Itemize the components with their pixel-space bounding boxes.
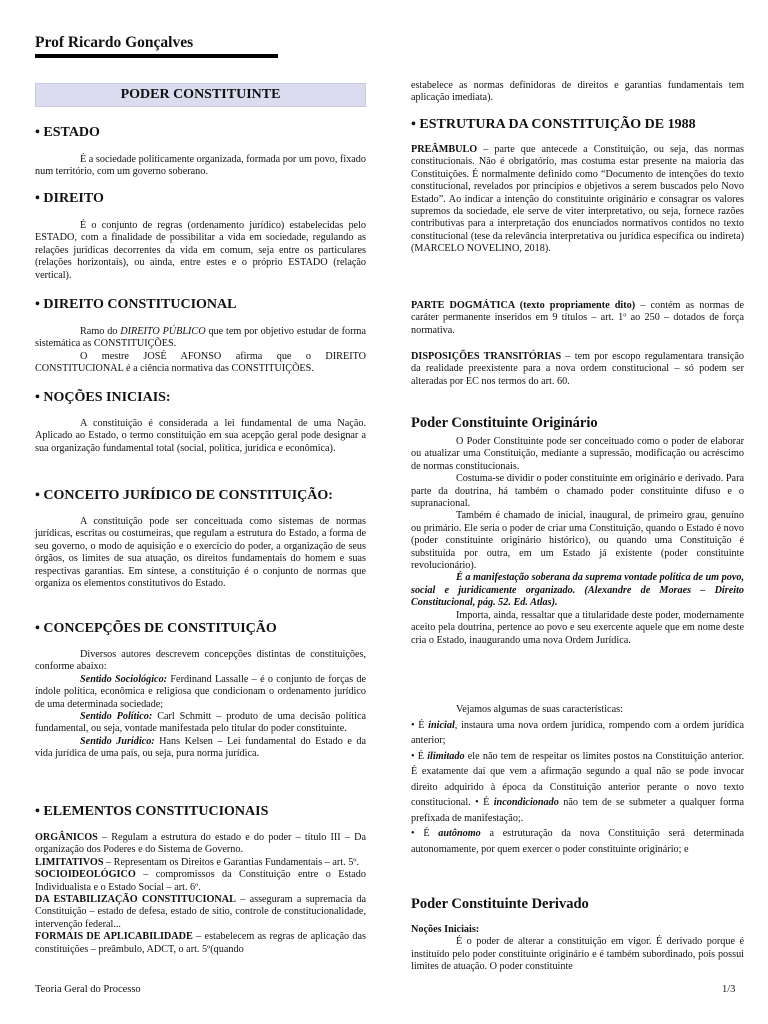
heading-estado: • ESTADO <box>35 125 100 140</box>
block-pc-originario: O Poder Constituinte pode ser conceituado como o poder de elaborar ou atualizar uma Constituição, mediante a supressão, modificação ou acréscimo de normas constitucionais. Costuma-se dividir o poder constituinte em originário e derivado. Para parte da doutrina, há também o chamado poder constituinte difuso e o supranacional. Também é chamado de inicial, inaugural, de primeiro grau, genuíno ou primário. Ele seria o poder de criar uma Constituição, quando o Estado é novo (poder constituinte originário histórico), ou quando uma Constituição é substituída por outra, em um Estado já existente (poder constituinte revolucionário). É a manifestação soberana da suprema vontade política de um povo, social e juridicamente organizado. (Alexandre de Moraes – Direito Constitucional, pág. 52. Ed. Atlas). Importa, ainda, ressaltar que a titularidade deste poder, modernamente aceito pela doutrina, pertence ao povo e seu exercente aquele que em nome deste cria o Estado, inaugurando uma nova Ordem Jurídica. <box>411 436 744 646</box>
block-pc-derivado: Noções Iniciais: É o poder de alterar a constituição em vigor. É derivado porque é instituído pelo poder constituinte originário e é também subordinado, pois possui limites de atuação. O poder constituinte <box>411 924 744 973</box>
footer-course: Teoria Geral do Processo <box>35 984 141 995</box>
para-conceito: A constituição pode ser conceituada como sistemas de normas jurídicas, escritas ou costumeiras, que regulam a estrutura do Estado, a forma de seu governo, o modo de aquisição e o exercício do poder, a organização de seus órgãos, os limites de sua atuação, os direitos fundamentais do homem e suas respectivas garantias. Em síntese, a constituição é o conjunto de normas que organiza os elementos constitutivos do Estado. <box>35 516 366 590</box>
title-box: PODER CONSTITUINTE <box>35 83 366 107</box>
para-dc-2: O mestre JOSÉ AFONSO afirma que o DIREITO CONSTITUCIONAL é a ciência normativa das CONSTITUIÇÕES. <box>35 351 366 375</box>
para-nocoes: A constituição é considerada a lei fundamental de uma Nação. Aplicado ao Estado, o termo constituição em sua acepção geral pode designar a sua organização fundamental total (social, política, jurídica e econômica). <box>35 418 366 454</box>
para-parte-dogmatica: PARTE DOGMÁTICA (texto propriamente dito) – contém as normas de caráter permanente inseridos em 9 títulos – art. 1º ao 250 – dotados de força normativa. <box>411 300 744 336</box>
para-direito: É o conjunto de regras (ordenamento jurídico) estabelecidas pelo ESTADO, com a finalidade de possibilitar a vida em sociedade, regulando as relações jurídicas decorrentes da vida em comum, seja entre os particulares (relações horizontais), ou ainda, entre estes e o próprio ESTADO (relação vertical). <box>35 220 366 281</box>
heading-conceito-juridico: • CONCEITO JURÍDICO DE CONSTITUIÇÃO: <box>35 488 333 503</box>
heading-estrutura-1988: • ESTRUTURA DA CONSTITUIÇÃO DE 1988 <box>411 117 696 132</box>
block-elementos: ORGÂNICOS – Regulam a estrutura do estado e do poder – título III – Da organização dos Poderes e do Sistema de Governo. LIMITATIVOS – Representam os Direitos e Garantias Fundamentais – art. 5º. SOCIOIDEOLÓGICO – compromissos da Constituição entre o Estado Individualista e o Estado Social – art. 6º. DA ESTABILIZAÇÃO CONSTITUCIONAL – asseguram a supremacia da Constituição – estado de defesa, estado de sitio, controle de constitucionalidade, intervenção federal... FORMAIS DE APLICABILIDADE – estabelecem as regras de aplicação das constituições – preâmbulo, ADCT, o art. 5º(quando <box>35 832 366 955</box>
para-dc-1: Ramo do DIREITO PÚBLICO que tem por objetivo estudar de forma sistemática as CONSTITUIÇÕES. <box>35 326 366 350</box>
block-caracteristicas: Vejamos algumas de suas características: • É inicial, instaura uma nova ordem jurídica, rompendo com a ordem jurídica anterior; • É ilimitado ele não tem de respeitar os limites postos na Constituição anterior. É exatamente daí que vem a afirmação segundo a qual não se pode invocar direito adquirido à época da Constituição anterior perante o novo texto constitucional. • É incondicionado não tem de se submeter a qualquer forma prefixada de manifestação;. • É autônomo a estruturação da nova Constituição será determinada autonomamente, por quem exercer o poder constituinte originário; e <box>411 704 744 855</box>
para-disposicoes: DISPOSIÇÕES TRANSITÓRIAS – tem por escopo regulamentara transição da realidade preexistente para a nova ordem constitucional – só podem ser alteradas por EC nos termos do art. 60. <box>411 351 744 387</box>
heading-concepcoes: • CONCEPÇÕES DE CONSTITUIÇÃO <box>35 621 277 636</box>
heading-nocoes-iniciais: • NOÇÕES INICIAIS: <box>35 390 171 405</box>
header-author: Prof Ricardo Gonçalves <box>35 34 194 51</box>
heading-direito-constitucional: • DIREITO CONSTITUCIONAL <box>35 297 237 312</box>
footer-page-number: 1/3 <box>722 984 736 995</box>
heading-pc-derivado: Poder Constituinte Derivado <box>411 896 589 912</box>
para-preambulo: PREÂMBULO – parte que antecede a Constituição, ou seja, das normas constitucionais. Não é obrigatório, mas costuma estar presente na maioria das Constituições. É normalmente definido como “Documento de intenções do texto constitucional, revelados por princípios e objetivos a serem buscados pelo Novo Estado”. Ao indicar a intenção do constituinte originário e consagrar os valores supremos da sociedade, ele serve de viter interpretativo, ou seja, fornece razões contributivas para a interpretação dos enunciados normativos contidos no texto constitucional (tese da relevância interpretativa ou jurídica específica ou indireta) (MARCELO NOVELINO, 2018). <box>411 144 744 255</box>
block-concepcoes: Diversos autores descrevem concepções distintas de constituições, conforme abaixo: Sentido Sociológico: Ferdinand Lassalle – é o conjunto de forças de índole política, econômica e religiosa que condicionam o ordenamento jurídico de uma determinada sociedade; Sentido Político: Carl Schmitt – produto de uma decisão política fundamental, ou seja, vontade manifestada pelo titular do poder constituinte. Sentido Jurídico: Hans Kelsen – Lei fundamental do Estado e da vida jurídica de uma país, ou seja, pura norma jurídica. <box>35 649 366 760</box>
heading-pc-originario: Poder Constituinte Originário <box>411 415 598 431</box>
para-continuacao: estabelece as normas definidoras de direitos e garantias fundamentais tem aplicação imediata). <box>411 80 744 104</box>
para-estado: É a sociedade politicamente organizada, formada por um povo, fixado num território, com um governo soberano. <box>35 154 366 178</box>
heading-direito: • DIREITO <box>35 191 104 206</box>
header-rule <box>35 54 278 58</box>
heading-elementos: • ELEMENTOS CONSTITUCIONAIS <box>35 804 269 819</box>
